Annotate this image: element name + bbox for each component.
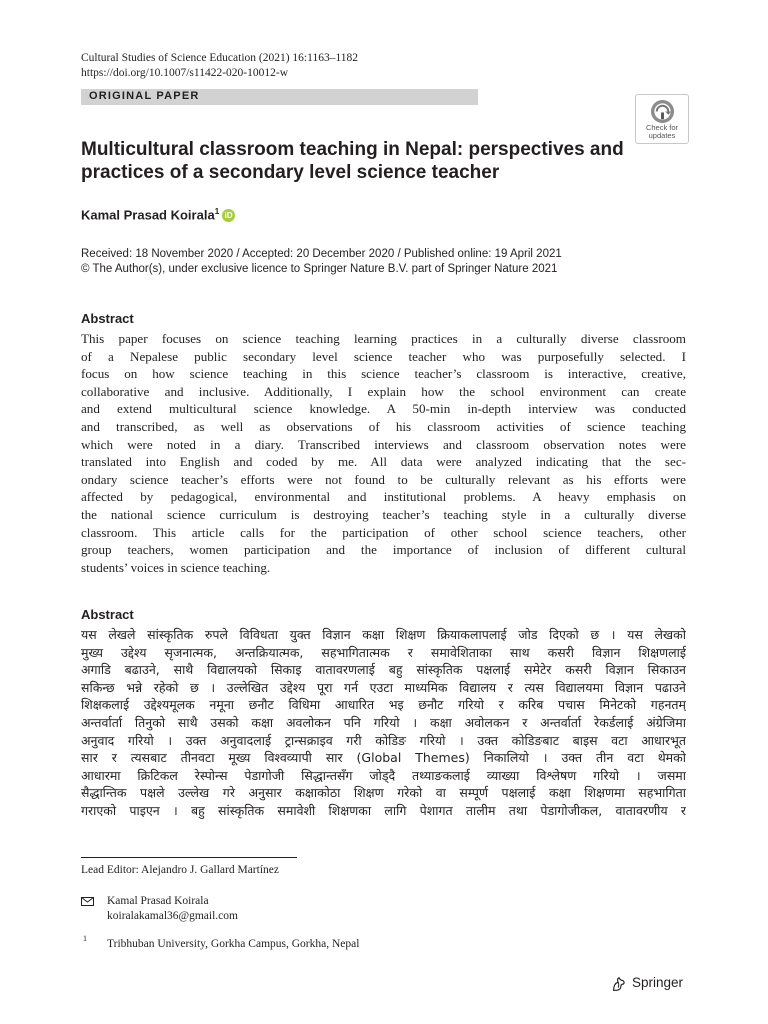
- abstract-line: group teachers, women participation and the importance of inclusion of different cultural: [81, 542, 686, 558]
- affiliation: Tribhuban University, Gorkha Campus, Gorkha, Nepal: [107, 938, 360, 950]
- contact-email[interactable]: koiralakamal36@gmail.com: [107, 910, 238, 922]
- publisher-name: Springer: [632, 975, 684, 990]
- author-affiliation-marker: 1: [214, 207, 220, 216]
- journal-line: Cultural Studies of Science Education (2021) 16:1163–1182: [81, 52, 359, 64]
- abstract-nepali-line: गराएको पाइएन । बहु सांस्कृतिक समावेशी शिक्षणका लागि पेशागत तालीम तथा पेडागोजीकल, वातावरणीय र: [81, 802, 686, 818]
- orcid-icon[interactable]: iD: [222, 209, 235, 222]
- article-type-band: [81, 89, 478, 105]
- journal-citation: [81, 51, 358, 81]
- abstract-line: of a Nepalese public secondary level science teacher who was purposefully selected. I: [81, 348, 686, 364]
- affiliation-number: 1: [83, 934, 87, 943]
- check-for-updates-icon: [650, 99, 675, 124]
- abstract-nepali-line: आधारमा क्रिटिकल रेस्पोन्स पेडागोजी सिद्धान्तसँग जोड्दै तथ्याङकलाई व्याख्या विश्लेषण गरियो । जसमा: [81, 767, 686, 783]
- abstract-nepali-line: यस लेखले सांस्कृतिक रुपले विविधता युक्त विज्ञान कक्षा शिक्षण क्रियाकलापलाई जोड दिएको छ । यस लेखको: [81, 627, 686, 642]
- abstract-nepali-line: सार र त्यसबाट तीनवटा मूख्य विश्वव्यापी सार (Global Themes) निकालियो । उक्त तीन वटा थेमको: [81, 750, 686, 766]
- abstract-line: This paper focuses on science teaching learning practices in a culturally diverse classroom: [81, 331, 686, 346]
- publication-dates: [81, 247, 562, 277]
- abstract-nepali-line: अगाडि बढाउने, साथै विद्यालयको सिकाइ वातावरणलाई बहु सांस्कृतिक पक्षलाई समेटेर कसरी विज्ञान सिकाउन: [81, 662, 686, 678]
- author-line: [81, 207, 235, 222]
- abstract-nepali-heading: Abstract: [81, 607, 134, 622]
- abstract-nepali-line: शिक्षकलाई उद्देश्यमूलक नमूना छनौट विधिमा आधारित भइ छनौट गरियो र करिब पचास मिनेटको गहनतम्: [81, 697, 686, 713]
- check-for-updates-label: updates: [648, 131, 676, 140]
- doi-link[interactable]: https://doi.org/10.1007/s11422-020-10012-w: [81, 67, 288, 79]
- contact-name: Kamal Prasad Koirala: [107, 895, 209, 907]
- check-for-updates-badge[interactable]: [635, 94, 689, 144]
- abstract-line: and extend multicultural science knowledge. A 50-min in-depth interview was conducted: [81, 401, 686, 417]
- abstract-nepali-line: अन्तर्वार्ता तिनुको साथै उसको कक्षा अवलोकन पनि गरियो । कक्षा अवोलकन र अन्तर्वार्ता रेकर्डलाई अंग्रेजिमा: [81, 714, 686, 730]
- copyright-line: © The Author(s), under exclusive licence to Springer Nature B.V. part of Springer Nature 2021: [81, 263, 558, 275]
- footnote-divider: [81, 857, 297, 858]
- corresponding-author: [107, 894, 238, 924]
- abstract-line: which were noted in a diary. Transcribed interviews and classroom observation notes were: [81, 436, 686, 452]
- abstract-nepali: [81, 626, 686, 820]
- abstract-line: classroom. This article calls for the participation of other school science teachers, other: [81, 524, 686, 540]
- abstract-nepali-line: मुख्य उद्देश्य सृजनात्मक, अन्तक्रियात्मक, सहभागितात्मक र समावेशिताका साथ कसरी विज्ञान शिक्षणलाई: [81, 644, 686, 660]
- abstract-line: translated into English and coded by me. All data were analyzed indicating that the sec-: [81, 454, 686, 470]
- abstract-nepali-line: सकिन्छ भन्ने रहेको छ । उल्लेखित उद्देश्य पूरा गर्न एउटा माध्यमिक विद्यालय र त्यस विद्यालयमा विज्ञान पढाउने: [81, 679, 686, 695]
- abstract-line: students’ voices in science teaching.: [81, 559, 271, 575]
- dates-line: Received: 18 November 2020 / Accepted: 20 December 2020 / Published online: 19 April 2021: [81, 248, 562, 260]
- article-type-label: ORIGINAL PAPER: [89, 90, 200, 102]
- abstract-line: and transcribed, as well as observations of his classroom activities of science teaching: [81, 418, 686, 434]
- abstract-line: the national science curriculum is destroying teacher’s teaching style in a culturally diverse: [81, 506, 686, 522]
- abstract-line: focus on how science teaching in this science teacher’s classroom is interactive, creative,: [81, 366, 686, 382]
- abstract-line: collaborative and inclusive. Additionally, I explain how the school environment can create: [81, 383, 686, 399]
- abstract-nepali-line: अनुवाद गरियो । उक्त अनुवादलाई ट्रान्सक्राइव गरी कोडिङ गरियो । उक्त कोडिङबाट बाइस वटा आधारभूत: [81, 732, 686, 748]
- springer-horse-icon: [610, 975, 628, 993]
- envelope-icon: [81, 897, 94, 906]
- abstract-nepali-line: सैद्धान्तिक पक्षले उल्लेख गरे अनुसार कक्षाकोठा शिक्षण गरेको वा सम्पूर्ण पक्षलाई कक्षा शिक्षणमा सहभागिता: [81, 785, 686, 801]
- abstract-english: [81, 330, 686, 576]
- abstract-line: ondary science teacher’s efforts were not found to be culturally relevant as his efforts were: [81, 471, 686, 487]
- article-title: Multicultural classroom teaching in Nepal: perspectives and practices of a secondary level science teacher: [81, 139, 624, 183]
- abstract-heading: Abstract: [81, 311, 134, 326]
- check-for-updates-label: Check for: [645, 123, 679, 132]
- author-name[interactable]: Kamal Prasad Koirala: [81, 207, 215, 223]
- abstract-line: affected by pedagogical, environmental and institutional problems. A heavy emphasis on: [81, 489, 686, 505]
- lead-editor-note: Lead Editor: Alejandro J. Gallard Martínez: [81, 864, 279, 876]
